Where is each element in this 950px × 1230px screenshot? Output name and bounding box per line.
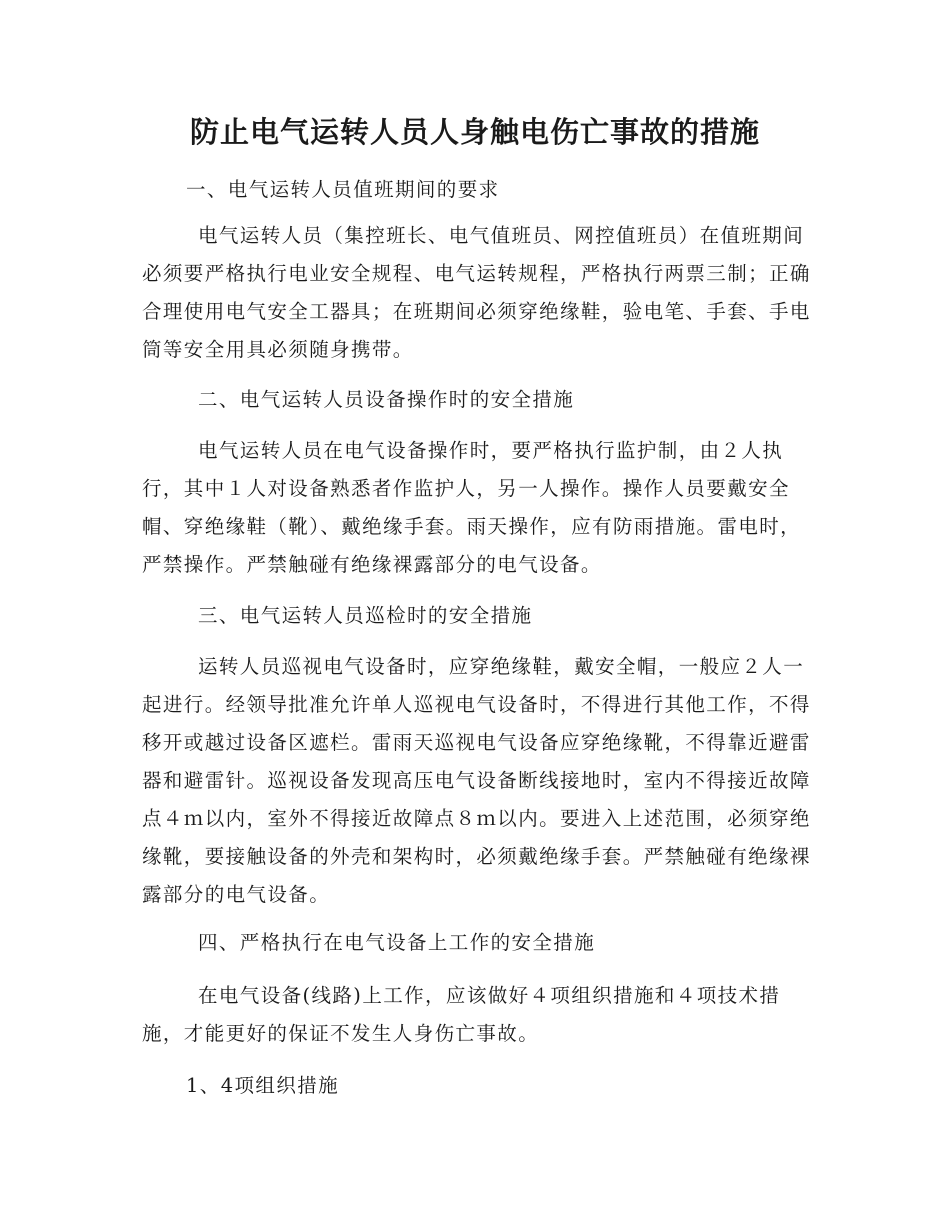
subheading-organizational-measures: 1、4项组织措施 [186,1074,340,1097]
section-4-body: 在电气设备(线路)上工作，应该做好４项组织措施和４项技术措施，才能更好的保证不发生人身伤亡事故。 [142,984,781,1045]
section-3-heading: 三、电气运转人员巡检时的安全措施 [198,604,533,627]
section-2-heading: 二、电气运转人员设备操作时的安全措施 [198,388,575,411]
section-3-body: 运转人员巡视电气设备时，应穿绝缘鞋，戴安全帽，一般应２人一起进行。经领导批准允许单人巡视电气设备时，不得进行其他工作，不得移开或越过设备区遮栏。雷雨天巡视电气设备应穿绝缘靴，不得靠近避雷器和避雷针。巡视设备发现高压电气设备断线接地时，室内不得接近故障点４ｍ以内，室外不得接近故障点８ｍ以内。要进入上述范围，必须穿绝缘靴，要接触设备的外壳和架构时，必须戴绝缘手套。严禁触碰有绝缘裸露部分的电气设备。 [142,655,811,906]
section-1-heading: 一、电气运转人员值班期间的要求 [186,178,500,201]
section-2-body: 电气运转人员在电气设备操作时，要严格执行监护制，由２人执行，其中１人对设备熟悉者作监护人，另一人操作。操作人员要戴安全帽、穿绝缘鞋（靴）、戴绝缘手套。雨天操作，应有防雨措施。雷电时，严禁操作。严禁触碰有绝缘裸露部分的电气设备。 [142,439,802,576]
section-1-body: 电气运转人员（集控班长、电气值班员、网控值班员）在值班期间必须要严格执行电业安全规程、电气运转规程，严格执行两票三制；正确合理使用电气安全工器具；在班期间必须穿绝缘鞋，验电笔、手套、手电筒等安全用具必须随身携带。 [142,224,811,361]
section-4-heading: 四、严格执行在电气设备上工作的安全措施 [198,931,596,954]
document-title: 防止电气运转人员人身触电伤亡事故的措施 [189,115,760,149]
